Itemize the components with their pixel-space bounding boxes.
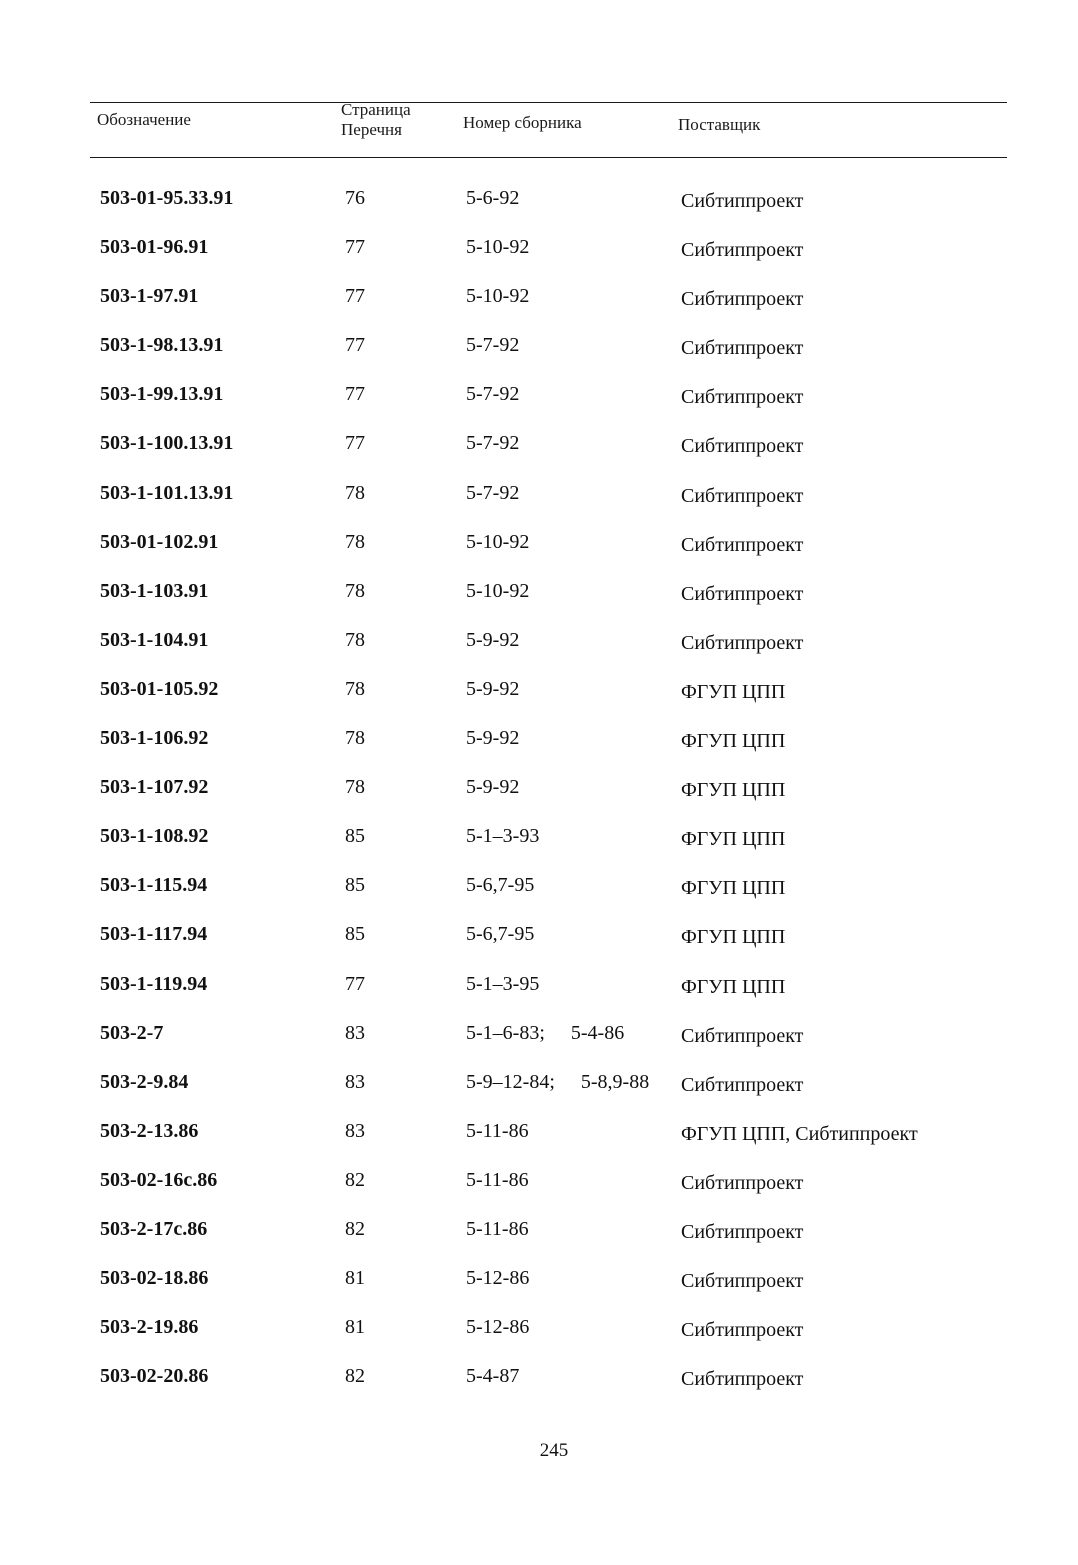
table-row (0, 234, 1078, 283)
supplier-cell: Сибтиппроект (681, 239, 804, 262)
page-cell: 81 (345, 1316, 365, 1339)
designation-cell: 503-01-102.91 (100, 530, 219, 553)
table-row (0, 725, 1078, 774)
column-header-page (341, 100, 411, 140)
table-row (0, 823, 1078, 872)
collection-cell (466, 627, 519, 653)
collection-cell (466, 872, 534, 898)
designation-cell: 503-1-100.13.91 (100, 432, 234, 455)
supplier-cell: Сибтиппроект (681, 533, 804, 556)
designation-cell: 503-1-101.13.91 (100, 481, 234, 504)
designation-cell: 503-02-18.86 (100, 1267, 209, 1290)
collection-number: 5-4-87 (466, 1365, 520, 1388)
collection-cell (466, 332, 519, 358)
collection-cell (466, 823, 539, 849)
collection-cell (466, 1020, 624, 1046)
collection-cell (466, 234, 529, 260)
designation-cell: 503-02-16с.86 (100, 1168, 218, 1191)
supplier-cell: ФГУП ЦПП (681, 975, 786, 998)
designation-cell: 503-2-19.86 (100, 1316, 199, 1339)
table-row (0, 1265, 1078, 1314)
table-row (0, 529, 1078, 578)
table-row (0, 1363, 1078, 1412)
supplier-cell: Сибтиппроект (681, 190, 804, 212)
collection-number: 5-9-92 (466, 776, 520, 799)
supplier-cell: Сибтиппроект (681, 484, 804, 507)
table-row (0, 578, 1078, 627)
collection-cell (466, 725, 519, 751)
page-cell: 85 (345, 825, 365, 848)
table-row (0, 872, 1078, 921)
collection-number: 5-10-92 (466, 530, 530, 553)
collection-cell (466, 1363, 519, 1389)
collection-number: 5-1–3-95 (466, 972, 540, 995)
page-cell: 78 (345, 530, 365, 553)
collection-cell (466, 480, 519, 506)
table-row (0, 627, 1078, 676)
designation-cell: 503-2-13.86 (100, 1119, 199, 1142)
table-row (0, 676, 1078, 725)
page-cell: 81 (345, 1267, 365, 1290)
designation-cell: 503-1-117.94 (100, 923, 208, 946)
designation-cell: 503-1-107.92 (100, 776, 209, 799)
page-cell: 78 (345, 579, 365, 602)
collection-cell (466, 1167, 529, 1193)
page-cell: 78 (345, 727, 365, 750)
designation-cell: 503-2-9.84 (100, 1070, 189, 1093)
collection-number: 5-9-92 (466, 628, 520, 651)
column-header-page-line-2: Перечня (341, 120, 402, 139)
page-cell: 83 (345, 1021, 365, 1044)
collection-number: 5-7-92 (466, 334, 520, 357)
column-header-supplier: Поставщик (678, 115, 761, 134)
supplier-cell: ФГУП ЦПП (681, 828, 786, 851)
collection-number: 5-9-92 (466, 727, 520, 750)
supplier-cell: Сибтиппроект (681, 1368, 804, 1391)
supplier-cell: Сибтиппроект (681, 1171, 804, 1194)
collection-number: 5-11-86 (466, 1217, 529, 1240)
collection-number: 5-8,9-88 (580, 1070, 650, 1093)
page-cell: 82 (345, 1217, 365, 1240)
designation-cell: 503-2-17с.86 (100, 1217, 208, 1240)
collection-cell (466, 283, 529, 309)
page-cell: 82 (345, 1365, 365, 1388)
designation-cell: 503-1-99.13.91 (100, 383, 224, 406)
designation-cell: 503-1-115.94 (100, 874, 208, 897)
collection-number: 5-9-92 (466, 677, 520, 700)
table-header-rule (90, 157, 1007, 158)
collection-number: 5-12-86 (466, 1267, 530, 1290)
table-row (0, 774, 1078, 823)
collection-cell (466, 185, 519, 211)
supplier-cell: Сибтиппроект (681, 1024, 804, 1047)
table-top-rule (90, 102, 1007, 103)
page-cell: 85 (345, 923, 365, 946)
collection-number: 5-11-86 (466, 1119, 529, 1142)
designation-cell: 503-1-108.92 (100, 825, 209, 848)
supplier-cell: Сибтиппроект (681, 337, 804, 360)
collection-cell (466, 921, 534, 947)
page-cell: 77 (345, 236, 365, 259)
table-row (0, 283, 1078, 332)
page-cell: 78 (345, 481, 365, 504)
page-cell: 78 (345, 628, 365, 651)
page-cell: 78 (345, 677, 365, 700)
table-row (0, 381, 1078, 430)
table-row (0, 332, 1078, 381)
table-row (0, 1020, 1078, 1069)
designation-cell: 503-01-96.91 (100, 236, 209, 259)
designation-cell: 503-1-98.13.91 (100, 334, 224, 357)
table-row (0, 1216, 1078, 1265)
collection-number: 5-12-86 (466, 1316, 530, 1339)
collection-number: 5-10-92 (466, 285, 530, 308)
collection-number: 5-7-92 (466, 481, 520, 504)
supplier-cell: Сибтиппроект (681, 631, 804, 654)
supplier-cell: Сибтиппроект (681, 288, 804, 311)
collection-cell (466, 971, 539, 997)
collection-number: 5-7-92 (466, 432, 520, 455)
table-row (0, 480, 1078, 529)
table-row (0, 971, 1078, 1020)
collection-number: 5-6,7-95 (466, 874, 535, 897)
supplier-cell: ФГУП ЦПП (681, 680, 786, 703)
collection-cell (466, 578, 529, 604)
collection-cell (466, 774, 519, 800)
supplier-cell: Сибтиппроект (681, 435, 804, 458)
supplier-cell: Сибтиппроект (681, 1073, 804, 1096)
collection-number: 5-6,7-95 (466, 923, 535, 946)
collection-number: 5-7-92 (466, 383, 520, 406)
collection-cell (466, 1314, 529, 1340)
column-header-page-line-1: Страница (341, 100, 411, 119)
column-header-designation: Обозначение (97, 110, 191, 129)
collection-cell (466, 381, 519, 407)
supplier-cell: Сибтиппроект (681, 1220, 804, 1243)
collection-cell (466, 1216, 529, 1242)
supplier-cell: ФГУП ЦПП (681, 779, 786, 802)
supplier-cell: ФГУП ЦПП, Сибтиппроект (681, 1122, 918, 1145)
collection-number: 5-11-86 (466, 1168, 529, 1191)
designation-cell: 503-2-7 (100, 1021, 164, 1044)
page-cell: 76 (345, 187, 365, 209)
page-cell: 83 (345, 1119, 365, 1142)
page-cell: 83 (345, 1070, 365, 1093)
page-cell: 77 (345, 383, 365, 406)
table-body (0, 185, 1078, 1412)
table-row (0, 1069, 1078, 1118)
page-cell: 77 (345, 285, 365, 308)
collection-number: 5-6-92 (466, 187, 520, 209)
supplier-cell: ФГУП ЦПП (681, 730, 786, 753)
designation-cell: 503-01-105.92 (100, 677, 219, 700)
column-header-collection: Номер сборника (463, 113, 582, 132)
designation-cell: 503-01-95.33.91 (100, 187, 234, 209)
supplier-cell: ФГУП ЦПП (681, 926, 786, 949)
collection-number: 5-4-86 (570, 1021, 625, 1044)
page-cell: 77 (345, 334, 365, 357)
supplier-cell: Сибтиппроект (681, 1319, 804, 1342)
page-cell: 82 (345, 1168, 365, 1191)
collection-number: 5-10-92 (466, 236, 530, 259)
table-row (0, 1167, 1078, 1216)
collection-cell (466, 1265, 529, 1291)
collection-number: 5-1–6-83; (466, 1021, 545, 1044)
supplier-cell: Сибтиппроект (681, 1270, 804, 1293)
page-cell: 77 (345, 432, 365, 455)
page-number: 245 (539, 1440, 569, 1461)
page-cell: 77 (345, 972, 365, 995)
supplier-cell: ФГУП ЦПП (681, 877, 786, 900)
table-row (0, 1314, 1078, 1363)
designation-cell: 503-1-97.91 (100, 285, 199, 308)
designation-cell: 503-1-106.92 (100, 727, 209, 750)
collection-cell (466, 1118, 529, 1144)
designation-cell: 503-02-20.86 (100, 1365, 209, 1388)
collection-cell (466, 676, 519, 702)
collection-cell (466, 1069, 649, 1095)
table-row (0, 921, 1078, 970)
supplier-cell: Сибтиппроект (681, 582, 804, 605)
supplier-cell: Сибтиппроект (681, 386, 804, 409)
collection-cell (466, 529, 529, 555)
collection-number: 5-9–12-84; (466, 1070, 555, 1093)
table-row (0, 430, 1078, 479)
designation-cell: 503-1-104.91 (100, 628, 209, 651)
page-cell: 85 (345, 874, 365, 897)
collection-number: 5-10-92 (466, 579, 530, 602)
page-cell: 78 (345, 776, 365, 799)
designation-cell: 503-1-103.91 (100, 579, 209, 602)
table-row (0, 185, 1078, 234)
collection-cell (466, 430, 519, 456)
collection-number: 5-1–3-93 (466, 825, 540, 848)
table-row (0, 1118, 1078, 1167)
designation-cell: 503-1-119.94 (100, 972, 208, 995)
